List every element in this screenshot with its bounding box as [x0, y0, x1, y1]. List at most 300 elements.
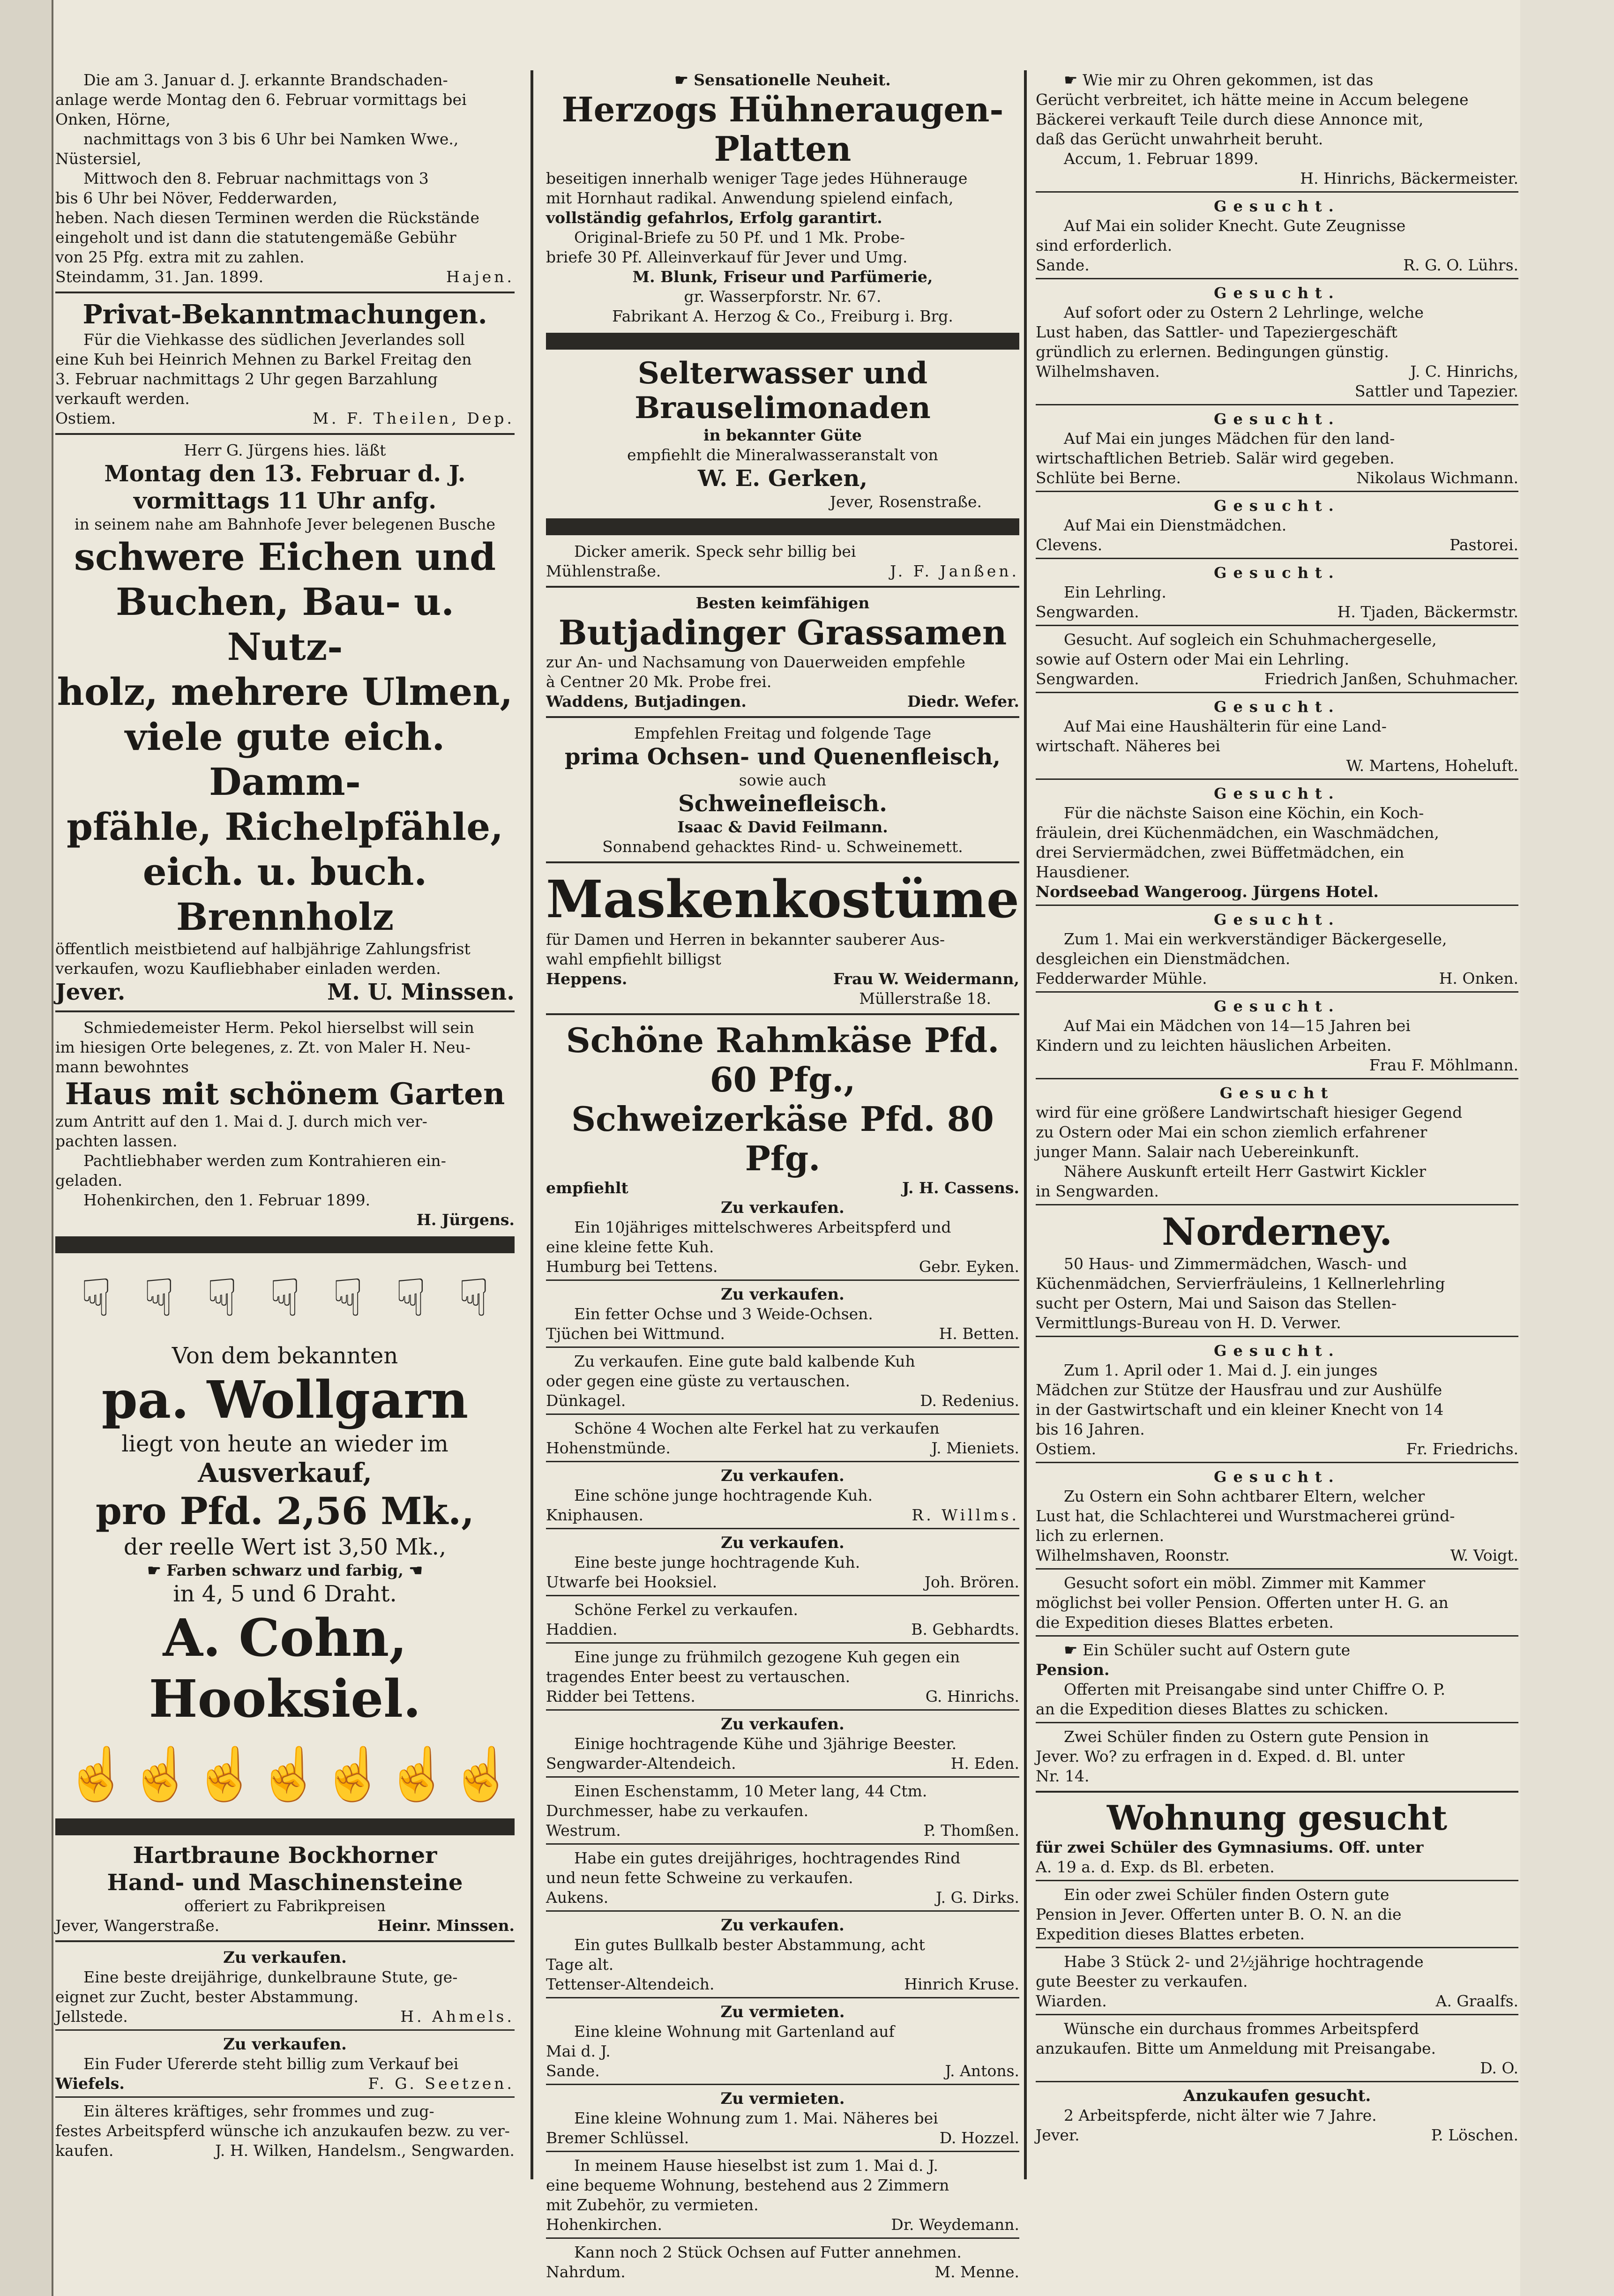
headline: vormittags 11 Uhr anfg. [133, 488, 437, 514]
ad-gesucht-6 [1036, 630, 1518, 689]
text-line: empfiehlt [546, 1179, 628, 1197]
text-line: gute Beester zu verkaufen. [1036, 1972, 1248, 1990]
text-line: Schmiedemeister Herm. Pekol hierselbst will sein [83, 1018, 474, 1037]
divider [1036, 1078, 1518, 1079]
text-line: eingeholt und ist dann die statutengemäße Gebühr [55, 228, 456, 247]
ad-speck [546, 542, 1019, 581]
signature: M. U. Minssen. [327, 979, 515, 1005]
text-line: Auf Mai eine Haushälterin für eine Land- [1064, 717, 1387, 735]
ad-verkauf-5 [546, 1466, 1019, 1525]
headline: Hand- und Maschinensteine [107, 1870, 463, 1896]
signature: H. Onken. [1439, 969, 1518, 987]
text-line: Ein Fuder Ufererde steht billig zum Verkauf bei [83, 2055, 459, 2073]
ad-kaese [546, 1021, 1019, 1198]
signature: Heinr. Minssen. [377, 1916, 515, 1935]
text-line: Onken, Hörne, [55, 110, 171, 128]
ad-verkauf-2 [546, 1285, 1019, 1344]
place: Jever, Wangerstraße. [55, 1916, 220, 1935]
text-line: bis 16 Jahren. [1036, 1420, 1145, 1438]
signature: Hajen. [446, 268, 515, 286]
text-line [55, 1561, 515, 1580]
ad-heading: Gesucht. [1214, 284, 1340, 302]
text-line: Dicker amerik. Speck sehr billig bei [574, 542, 856, 561]
text-line: 2 Arbeitspferde, nicht älter wie 7 Jahre. [1064, 2106, 1377, 2124]
place: Tjüchen bei Wittmund. [546, 1324, 725, 1343]
ad-heading: Zu verkaufen. [721, 1198, 844, 1217]
text-line: der reelle Wert ist 3,50 Mk., [123, 1534, 447, 1560]
text-line: Ein 10jähriges mittelschweres Arbeitspferd und [574, 1218, 951, 1236]
ad-verkauf-10 [546, 1781, 1019, 1840]
text-line: Isaac & David Feilmann. [677, 818, 888, 836]
big-line: pfähle, Richelpfähle, [67, 805, 503, 849]
colors-text: Farben schwarz und farbig, [166, 1561, 404, 1579]
divider [1036, 2014, 1518, 2015]
ad-vermieten-3 [546, 2156, 1019, 2235]
ad-heading: Gesucht. [1214, 785, 1340, 802]
divider [1036, 1204, 1518, 1205]
ad-gesucht-2 [1036, 283, 1518, 401]
ad-gesucht-1 [1036, 196, 1518, 275]
ad-gesucht-5 [1036, 563, 1518, 622]
text-line: nachmittags von 3 bis 6 Uhr bei Namken Wwe., [83, 130, 459, 148]
text-line: Einige hochtragende Kühe und 3jährige Beester. [574, 1735, 957, 1753]
place: Wiefels. [55, 2074, 125, 2093]
text-line: Eine junge zu frühmilch gezogene Kuh gegen ein [574, 1648, 960, 1666]
ad-gesucht-3 [1036, 409, 1518, 488]
text-line: Mai d. J. [546, 2042, 611, 2060]
ad-verkauf-7 [546, 1600, 1019, 1639]
signature: Diedr. Wefer. [907, 692, 1019, 710]
text-line: im hiesigen Orte belegenes, z. Zt. von Maler H. Neu- [55, 1038, 471, 1056]
divider [546, 1642, 1019, 1644]
pointing-hand-icon: ☝ [257, 1744, 321, 1804]
text-line: Nähere Auskunft erteilt Herr Gastwirt Kickler [1064, 1162, 1427, 1181]
text-line: Eine kleine Wohnung mit Gartenland auf [574, 2022, 895, 2041]
place: Dünkagel. [546, 1391, 626, 1410]
text-line: briefe 30 Pf. Alleinverkauf für Jever und Umg. [546, 248, 908, 266]
divider [1036, 278, 1518, 279]
ad-stute [55, 1948, 515, 2027]
text-line: gr. Wasserpforstr. Nr. 67. [684, 287, 882, 306]
signature: Dr. Weydemann. [891, 2215, 1019, 2234]
text-line: zu Ostern oder Mai ein schon ziemlich erfahrener [1036, 1123, 1427, 1141]
divider [546, 1013, 1019, 1015]
place: Jever. [55, 979, 126, 1005]
text-line: tragendes Enter beest zu vertauschen. [546, 1668, 851, 1686]
divider [1036, 491, 1518, 492]
signature: F. G. Seetzen. [368, 2074, 515, 2093]
divider [1036, 625, 1518, 626]
text-line: eine kleine fette Kuh. [546, 1238, 714, 1256]
text-line: mit Zubehör, zu vermieten. [546, 2196, 759, 2214]
place: Ridder bei Tettens. [546, 1687, 695, 1705]
pointing-hand-icon: ☛ [674, 71, 694, 89]
ad-pension-1 [1036, 1640, 1518, 1719]
ad-verkauf-1 [546, 1198, 1019, 1277]
ad-arbeitspferd-kauf [1036, 2019, 1518, 2078]
text-line: drei Serviermädchen, zwei Büffetmädchen, ein [1036, 843, 1405, 861]
signature: D. O. [1480, 2059, 1518, 2077]
ad-heading: Zu verkaufen. [223, 2035, 347, 2054]
text-line [1036, 70, 1518, 90]
divider [546, 2237, 1019, 2239]
place: Waddens, Butjadingen. [546, 692, 747, 710]
ad-grassamen [546, 593, 1019, 711]
text-line: Nüstersiel, [55, 150, 142, 168]
text-line: Pension in Jever. Offerten unter B. O. N. an die [1036, 1905, 1402, 1923]
ad-heading: Zu verkaufen. [721, 1285, 844, 1304]
ad-wollgarn [55, 1263, 515, 1809]
text-line: Die am 3. Januar d. J. erkannte Brandschaden- [83, 71, 448, 89]
ad-heading: Gesucht. [1214, 997, 1340, 1015]
hand-row-bottom [65, 1739, 514, 1809]
headline: Hartbraune Bockhorner [133, 1842, 437, 1869]
text-line: Gesucht sofort ein möbl. Zimmer mit Kammer [1064, 1574, 1426, 1592]
text-line: Offerten mit Preisangabe sind unter Chiffre O. P. [1064, 1680, 1446, 1698]
divider [1036, 778, 1518, 780]
ad-privat [55, 299, 515, 428]
text-line: Tage alt. [546, 1955, 614, 1974]
big-line: Buchen, Bau- u. Nutz- [115, 580, 455, 669]
text-line: wahl empfiehlt billigst [546, 950, 721, 968]
text-line: in der Gastwirtschaft und ein kleiner Knecht von 14 [1036, 1400, 1444, 1419]
text-line: Eine beste junge hochtragende Kuh. [574, 1553, 860, 1571]
place: Sengwarden. [1036, 603, 1139, 621]
big-line: Schweizerkäse Pfd. 80 Pfg. [571, 1099, 994, 1178]
ad-vermieten-2 [546, 2089, 1019, 2148]
text-line: Ein älteres kräftiges, sehr frommes und zug- [83, 2102, 434, 2120]
text-line: Nordseebad Wangeroog. Jürgens Hotel. [1036, 883, 1379, 901]
thick-divider [546, 518, 1019, 535]
signature: W. Martens, Hoheluft. [1346, 756, 1518, 775]
ad-haus [55, 1018, 515, 1230]
text-line: Original-Briefe zu 50 Pf. und 1 Mk. Probe- [574, 228, 905, 247]
place: Wilhelmshaven, Roonstr. [1036, 1546, 1230, 1564]
text-line: Kindern und zu leichten häuslichen Arbeiten. [1036, 1036, 1392, 1055]
divider [546, 716, 1019, 718]
pointing-hand-icon: ☝ [65, 1744, 129, 1804]
text-line: desgleichen ein Dienstmädchen. [1036, 950, 1291, 968]
column-3 [1036, 70, 1518, 2145]
text-line: fräulein, drei Küchenmädchen, ein Waschmädchen, [1036, 823, 1439, 842]
ad-heading: Gesucht. [1214, 1468, 1340, 1486]
divider [1036, 191, 1518, 193]
text-line: Hohenkirchen, den 1. Februar 1899. [83, 1191, 371, 1209]
pointing-hand-icon: ☛ [147, 1561, 167, 1579]
text-line: kaufen. [55, 2141, 114, 2160]
text-line: Eine beste dreijährige, dunkelbraune Stute, ge- [83, 1968, 458, 1986]
text-line: sowie auf Ostern oder Mai ein Lehrling. [1036, 650, 1350, 668]
text-line: 50 Haus- und Zimmermädchen, Wasch- und [1064, 1255, 1407, 1273]
ad-verkauf-6 [546, 1533, 1019, 1592]
ad-heading: Zu verkaufen. [721, 1466, 844, 1485]
text-line: heben. Nach diesen Terminen werden die Rückstände [55, 209, 479, 227]
text-line: Pension. [1036, 1660, 1110, 1679]
signature: P. Thomßen. [923, 1821, 1019, 1840]
signature: G. Hinrichs. [925, 1687, 1019, 1705]
text-line: Ausverkauf, [198, 1458, 372, 1488]
ad-heading: Gesucht [1219, 1084, 1335, 1102]
ad-gesucht-8 [1036, 784, 1518, 902]
place: Jellstede. [55, 2007, 128, 2026]
text-line-content: Wie mir zu Ohren gekommen, ist das [1083, 71, 1374, 89]
ad-heading: Zu vermieten. [720, 2003, 845, 2021]
divider [1036, 1336, 1518, 1337]
signature: J. Antons. [945, 2062, 1019, 2080]
text-line: öffentlich meistbietend auf halbjährige Zahlungsfrist [55, 940, 471, 958]
ad-ufererde [55, 2034, 515, 2094]
text-line: in seinem nahe am Bahnhofe Jever belegenen Busche [74, 515, 496, 533]
place: Sengwarden. [1036, 670, 1139, 688]
text-line: Lust haben, das Sattler- und Tapeziergeschäft [1036, 323, 1397, 341]
pointing-hand-icon: ☟ [206, 1268, 238, 1328]
ad-heading: Gesucht. [1214, 911, 1340, 928]
text-line: Sonnabend gehacktes Rind- u. Schweinemett. [602, 838, 963, 856]
text-line: Auf Mai ein Mädchen von 14—15 Jahren bei [1064, 1017, 1411, 1035]
ad-verkauf-12 [546, 1915, 1019, 1994]
text-line: Küchenmädchen, Servierfräuleins, 1 Kellnerlehrling [1036, 1274, 1445, 1293]
text-line: für Damen und Herren in bekannter sauberer Aus- [546, 930, 945, 949]
text-line: in 4, 5 und 6 Draht. [173, 1581, 397, 1607]
text-line: möglichst bei voller Pension. Offerten unter H. G. an [1036, 1593, 1449, 1612]
signature: Frau F. Möhlmann. [1369, 1056, 1518, 1074]
signature: J. Mieniets. [931, 1439, 1019, 1457]
tagline-text: Sensationelle Neuheit. [694, 71, 891, 89]
ad-fleisch [546, 724, 1019, 857]
text-line: wird für eine größere Landwirtschaft hiesiger Gegend [1036, 1103, 1463, 1122]
ad-geruecht [1036, 70, 1518, 188]
place: Fedderwarder Mühle. [1036, 969, 1207, 987]
column-1 [55, 70, 515, 2161]
pointing-hand-icon: ☝ [385, 1744, 450, 1804]
text-line: bis 6 Uhr bei Növer, Fedderwarden, [55, 189, 337, 207]
pointing-hand-icon: ☟ [395, 1268, 427, 1328]
ad-vermieten-1 [546, 2002, 1019, 2081]
divider [546, 1843, 1019, 1845]
text-line: eine Kuh bei Heinrich Mehnen zu Barkel Freitag den [55, 350, 472, 368]
signature: Gebr. Eyken. [919, 1257, 1019, 1276]
place: Schlüte bei Berne. [1036, 469, 1181, 487]
divider [55, 2029, 515, 2031]
text-line: Mädchen zur Stütze der Hausfrau und zur Aushülfe [1036, 1381, 1442, 1399]
signature: Hinrich Kruse. [904, 1975, 1019, 1993]
pointing-hand-icon: ☚ [403, 1561, 423, 1579]
text-line: vollständig gefahrlos, Erfolg garantirt. [546, 209, 882, 227]
text-line: In meinem Hause hieselbst ist zum 1. Mai d. J. [574, 2156, 938, 2175]
signature: A. Graalfs. [1435, 1992, 1518, 2010]
signature: B. Gebhardts. [911, 1620, 1019, 1638]
text-line: Für die Viehkasse des südlichen Jeverlandes soll [83, 330, 465, 349]
text-line: Besten keimfähigen [695, 594, 870, 612]
divider [546, 1709, 1019, 1711]
divider [1036, 1462, 1518, 1463]
text-line: Ein Lehrling. [1064, 583, 1166, 601]
signature: H. Ahmels. [400, 2007, 515, 2026]
text-line: Expedition dieses Blattes erbeten. [1036, 1925, 1305, 1943]
text-line: geladen. [55, 1171, 123, 1189]
divider [546, 1997, 1019, 1998]
divider [55, 292, 515, 293]
text-line: gründlich zu erlernen. Bedingungen günstig. [1036, 343, 1389, 361]
text-line: Zu Ostern ein Sohn achtbarer Eltern, welcher [1064, 1487, 1425, 1505]
text-line: Sattler und Tapezier. [1354, 382, 1518, 400]
ad-herzog [546, 70, 1019, 326]
text-line: anzukaufen. Bitte um Anmeldung mit Preisangabe. [1036, 2039, 1436, 2057]
signature: Frau W. Weidermann, [833, 970, 1019, 988]
left-binding-strip [0, 0, 53, 2296]
text-line: Nr. 14. [1036, 1767, 1090, 1785]
thick-divider [546, 333, 1019, 350]
place: Heppens. [546, 970, 628, 988]
divider [55, 433, 515, 435]
headline: Montag den 13. Februar d. J. [104, 461, 466, 487]
divider [1036, 905, 1518, 906]
ad-verkauf-8 [546, 1647, 1019, 1706]
place: Hohenkirchen. [546, 2215, 663, 2234]
ad-heading: Zu verkaufen. [721, 1533, 844, 1552]
divider [55, 1940, 515, 1942]
ad-gesucht-4 [1036, 496, 1518, 555]
place: Tettenser-Altendeich. [546, 1975, 715, 1993]
signature: J. F. Janßen. [890, 562, 1019, 580]
text-line: Müllerstraße 18. [859, 989, 991, 1008]
headline: Selterwasser und Brauselimonaden [635, 356, 931, 426]
text-line: Gerücht verbreitet, ich hätte meine in Accum belegene [1036, 90, 1469, 109]
signature: J. H. Wilken, Handelsm., Sengwarden. [215, 2141, 515, 2160]
ad-heading: Gesucht. [1214, 564, 1340, 582]
ad-holzverkauf [55, 441, 515, 1006]
pointing-hand-icon: ☟ [332, 1268, 364, 1328]
divider [546, 1776, 1019, 1778]
text-line: Zwei Schüler finden zu Ostern gute Pension in [1064, 1728, 1429, 1746]
text-line: Gesucht. Auf sogleich ein Schuhmachergeselle, [1064, 630, 1437, 649]
text-line: sucht per Ostern, Mai und Saison das Stellen- [1036, 1294, 1397, 1312]
signature: Friedrich Janßen, Schuhmacher. [1264, 670, 1518, 688]
pointing-hand-icon: ☟ [80, 1268, 112, 1328]
pointing-hand-icon: ☛ [1064, 71, 1083, 89]
text-line: sind erforderlich. [1036, 236, 1173, 254]
ad-gesucht-10 [1036, 996, 1518, 1075]
ad-selterwasser [546, 356, 1019, 512]
ad-heading: Gesucht. [1214, 698, 1340, 716]
ad-heading: Zu verkaufen. [721, 1916, 844, 1935]
text-line: Ein gutes Bullkalb bester Abstammung, acht [574, 1936, 925, 1954]
text-line: 3. Februar nachmittags 2 Uhr gegen Barzahlung [55, 370, 438, 388]
text-line: beseitigen innerhalb weniger Tage jedes Hühnerauge [546, 169, 968, 187]
ad-norderney [1036, 1209, 1518, 1333]
text-line: Pachtliebhaber werden zum Kontrahieren ein- [83, 1152, 446, 1170]
headline: Wohnung gesucht [1106, 1798, 1448, 1838]
ad-beester [1036, 1952, 1518, 2011]
divider [546, 1461, 1019, 1462]
text-line: Zu verkaufen. Eine gute bald kalbende Kuh [574, 1352, 915, 1370]
section-heading: Privat-Bekanntmachungen. [82, 299, 487, 330]
place: Sande. [1036, 256, 1090, 274]
divider [546, 2151, 1019, 2152]
ad-ochsen-futter [546, 2243, 1019, 2282]
divider [55, 1010, 515, 1012]
pointing-hand-icon: ☛ [1064, 1641, 1083, 1659]
divider [546, 861, 1019, 863]
signature: Nikolaus Wichmann. [1356, 469, 1518, 487]
divider [546, 1595, 1019, 1596]
text-line: mit Hornhaut radikal. Anwendung spielend einfach, [546, 189, 954, 207]
text-line: in bekannter Güte [703, 426, 862, 444]
text-line [1036, 1640, 1518, 1660]
text-line: Eine kleine Wohnung zum 1. Mai. Näheres bei [574, 2109, 938, 2127]
signature: J. C. Hinrichs, [1410, 362, 1518, 381]
text-line: oder gegen eine güste zu vertauschen. [546, 1372, 850, 1390]
text-line: Zum 1. April oder 1. Mai d. J. ein junges [1064, 1361, 1378, 1379]
big-line: schwere Eichen und [74, 535, 496, 579]
text-line: Jever. Wo? zu erfragen in d. Exped. d. Bl. unter [1036, 1747, 1405, 1765]
text-line: à Centner 20 Mk. Probe frei. [546, 673, 772, 691]
column-rule [531, 70, 533, 2179]
text-line: Einen Eschenstamm, 10 Meter lang, 44 Ctm. [574, 1782, 927, 1800]
place: Kniphausen. [546, 1506, 643, 1524]
ad-heading: Anzukaufen gesucht. [1183, 2087, 1371, 2105]
place: Ostiem. [1036, 1440, 1097, 1458]
headline: Norderney. [1162, 1210, 1392, 1254]
ad-gesucht-9 [1036, 910, 1518, 988]
signature: H. Betten. [939, 1324, 1019, 1343]
text-line: zur An- und Nachsamung von Dauerweiden empfehle [546, 653, 965, 671]
hand-row-top [65, 1263, 505, 1333]
divider [546, 1413, 1019, 1415]
divider [1036, 1791, 1518, 1793]
text-line: Schöne 4 Wochen alte Ferkel hat zu verkaufen [574, 1419, 940, 1437]
column-rule [1024, 70, 1027, 2179]
text-line: mann bewohntes [55, 1058, 189, 1076]
signature: P. Löschen. [1431, 2126, 1518, 2144]
text-line: Auf Mai ein Dienstmädchen. [1064, 516, 1287, 534]
text-line: Durchmesser, habe zu verkaufen. [546, 1802, 809, 1820]
text-line: offeriert zu Fabrikpreisen [184, 1897, 386, 1915]
signature: R. G. O. Lührs. [1403, 256, 1518, 274]
pointing-hand-icon: ☟ [143, 1268, 175, 1328]
ad-gesucht-7 [1036, 697, 1518, 776]
signature: H. Tjaden, Bäckermstr. [1337, 603, 1518, 621]
big-line: Schöne Rahmkäse Pfd. 60 Pfg., [566, 1020, 1000, 1099]
text-line: Hausdiener. [1036, 863, 1130, 881]
big-line: holz, mehrere Ulmen, [57, 670, 513, 714]
text-line: M. Blunk, Friseur und Parfümerie, [632, 268, 933, 286]
place: Wiarden. [1036, 1992, 1107, 2010]
column-2 [546, 70, 1019, 2282]
divider [55, 2096, 515, 2098]
text-line: Zum 1. Mai ein werkverständiger Bäckergeselle, [1064, 930, 1447, 948]
signature: J. G. Dirks. [935, 1888, 1019, 1907]
text-line: Auf Mai ein solider Knecht. Gute Zeugnisse [1064, 217, 1406, 235]
signature: D. Hozzel. [939, 2129, 1019, 2147]
ad-heading: Zu vermieten. [720, 2089, 845, 2108]
place: Aukens. [546, 1888, 609, 1907]
text-line: die Expedition dieses Blattes erbeten. [1036, 1613, 1334, 1631]
text-line: festes Arbeitspferd wünsche ich anzukaufen bezw. zu ver- [55, 2122, 510, 2140]
firm-name: A. Cohn, Hooksiel. [149, 1608, 421, 1729]
text-line: für zwei Schüler des Gymnasiums. Off. unter [1036, 1838, 1424, 1856]
thick-divider [55, 1818, 515, 1835]
place: Ostiem. [55, 409, 116, 427]
price-line: pro Pfd. 2,56 Mk., [96, 1489, 474, 1533]
place: Sengwarder-Altendeich. [546, 1754, 736, 1772]
text-line: Auf Mai ein junges Mädchen für den land- [1064, 429, 1395, 448]
ad-verkauf-9 [546, 1714, 1019, 1773]
text-line: Vermittlungs-Bureau von H. D. Verwer. [1036, 1314, 1341, 1332]
place: Clevens. [1036, 536, 1103, 554]
ad-pension-2 [1036, 1727, 1518, 1786]
text-line: Ein fetter Ochse und 3 Weide-Ochsen. [574, 1305, 873, 1323]
